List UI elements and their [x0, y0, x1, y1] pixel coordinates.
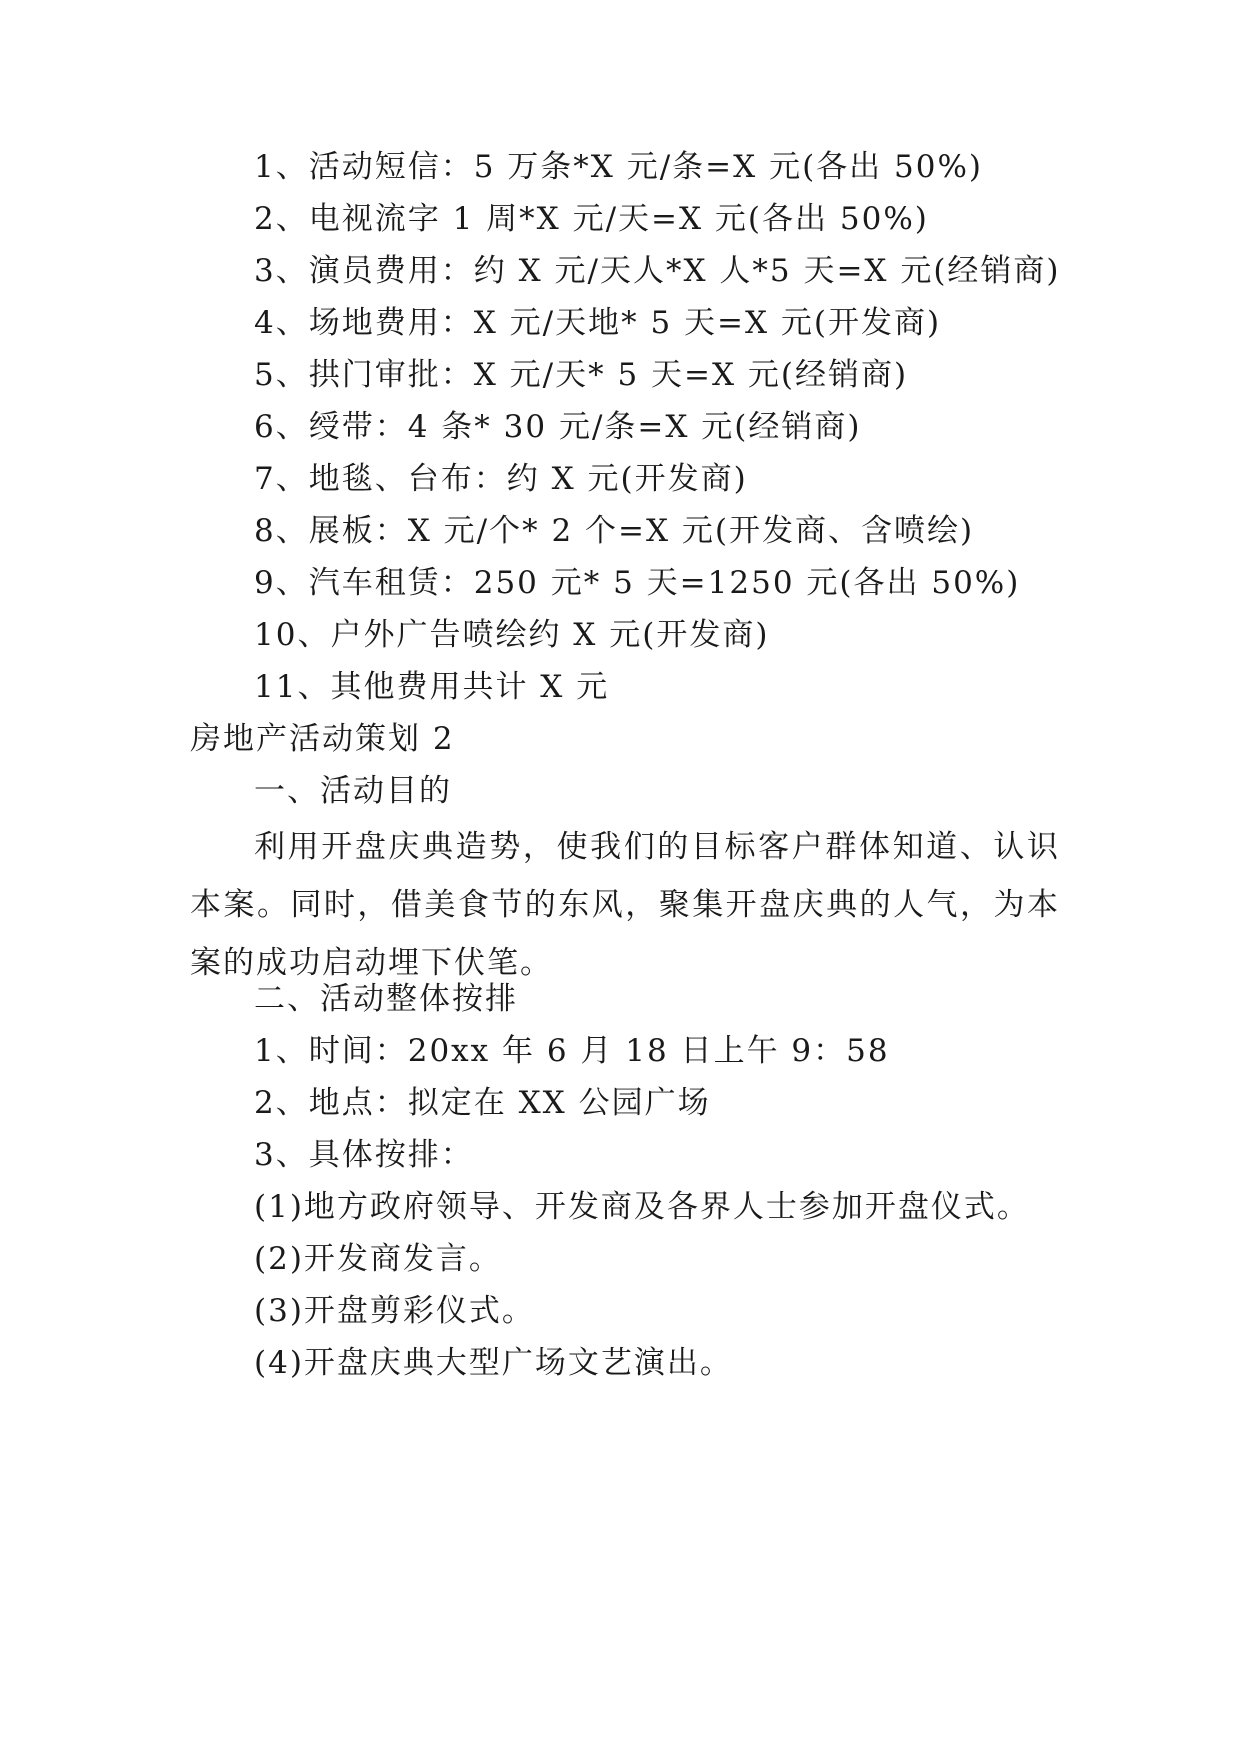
cost-item: 10、户外广告喷绘约 X 元(开发商)	[254, 617, 770, 653]
arrangement-details-heading: 3、具体按排：	[254, 1137, 474, 1173]
arrangement-heading: 二、活动整体按排	[254, 981, 518, 1017]
cost-item: 1、活动短信：5 万条*X 元/条=X 元(各出 50%)	[254, 149, 984, 185]
arrangement-step: (2)开发商发言。	[254, 1241, 502, 1277]
arrangement-place: 2、地点：拟定在 XX 公园广场	[254, 1085, 711, 1121]
cost-item: 4、场地费用：X 元/天地* 5 天=X 元(开发商)	[254, 305, 942, 341]
purpose-paragraph: 利用开盘庆典造势，使我们的目标客户群体知道、认识本案。同时，借美食节的东风，聚集开盘庆典的人气，为本案的成功启动埋下伏笔。	[190, 829, 1060, 981]
cost-item: 9、汽车租赁：250 元* 5 天=1250 元(各出 50%)	[254, 565, 1021, 601]
purpose-heading: 一、活动目的	[254, 773, 452, 809]
cost-item: 11、其他费用共计 X 元	[254, 669, 610, 705]
cost-item: 8、展板：X 元/个* 2 个=X 元(开发商、含喷绘)	[254, 513, 975, 549]
cost-item: 3、演员费用：约 X 元/天人*X 人*5 天=X 元(经销商)	[254, 253, 1061, 289]
arrangement-step: (4)开盘庆典大型广场文艺演出。	[254, 1345, 733, 1381]
section-title: 房地产活动策划 2	[190, 721, 455, 757]
cost-item: 6、绶带：4 条* 30 元/条=X 元(经销商)	[254, 409, 862, 445]
arrangement-step: (1)地方政府领导、开发商及各界人士参加开盘仪式。	[254, 1189, 1030, 1225]
arrangement-time: 1、时间：20xx 年 6 月 18 日上午 9：58	[254, 1033, 890, 1069]
cost-item: 2、电视流字 1 周*X 元/天=X 元(各出 50%)	[254, 201, 929, 237]
cost-item: 7、地毯、台布：约 X 元(开发商)	[254, 461, 748, 497]
arrangement-step: (3)开盘剪彩仪式。	[254, 1293, 535, 1329]
cost-item: 5、拱门审批：X 元/天* 5 天=X 元(经销商)	[254, 357, 909, 393]
